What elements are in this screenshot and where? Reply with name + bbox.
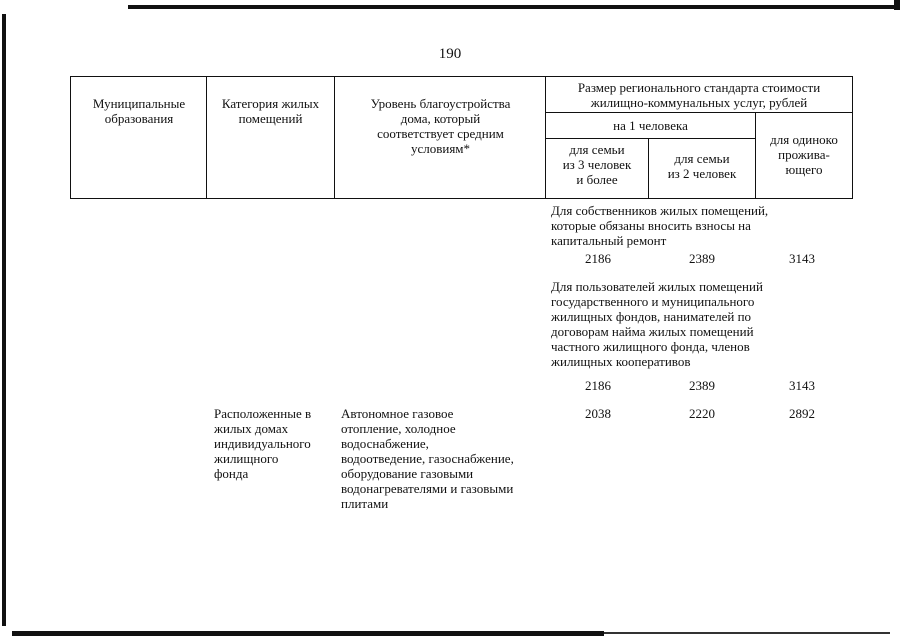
row-category-line: фонда [214, 466, 249, 481]
row-level-line: водонагревателями и газовыми [341, 481, 514, 496]
header-family3 [546, 142, 648, 187]
header-category [207, 96, 334, 126]
row-category [214, 406, 334, 481]
row-category-line: жилищного [214, 451, 279, 466]
header-single-line: для одиноко [770, 132, 838, 147]
header-single [756, 132, 852, 177]
header-municipal-line: Муниципальные [92, 96, 186, 111]
value-cell: 3143 [789, 378, 815, 393]
header-municipal-line: образования [104, 111, 174, 126]
header-category-line: помещений [238, 111, 303, 126]
scan-edge-top [128, 5, 894, 9]
header-level-line: условиям* [410, 141, 471, 156]
header-per-person: на 1 человека [613, 118, 688, 133]
group-label-line: капитальный ремонт [551, 233, 667, 248]
value-cell: 2892 [789, 406, 815, 421]
row-level-line: Автономное газовое [341, 406, 454, 421]
row-level-line: отопление, холодное [341, 421, 456, 436]
header-family2 [649, 151, 755, 181]
header-standard-line: Размер регионального стандарта стоимости [577, 80, 821, 95]
table-right-border [852, 76, 853, 199]
header-family2-line: из 2 человек [667, 166, 737, 181]
value-cell: 2186 [585, 251, 611, 266]
header-level [336, 96, 545, 156]
header-level-line: соответствует средним [377, 126, 504, 141]
scan-edge-bottom-thin [604, 632, 890, 634]
row-category-line: индивидуального [214, 436, 311, 451]
row-category-line: Расположенные в [214, 406, 312, 421]
col-divider-1 [206, 76, 207, 199]
group-label-line: Для пользователей жилых помещений [551, 279, 763, 294]
col-divider-2 [334, 76, 335, 199]
row-category-line: жилых домах [214, 421, 289, 436]
table-left-border [70, 76, 71, 199]
value-cell: 2038 [585, 406, 611, 421]
header-standard-line: жилищно-коммунальных услуг, рублей [590, 95, 808, 110]
header-level-line: дома, который [400, 111, 481, 126]
header-divider-per-person [545, 138, 755, 139]
group-owners-label [551, 203, 851, 248]
group-label-line: жилищных кооперативов [551, 354, 691, 369]
group-label-line: договорам найма жилых помещений [551, 324, 754, 339]
row-level-line: водоотведение, газоснабжение, [341, 451, 514, 466]
header-standard [546, 80, 852, 110]
value-cell: 2389 [689, 251, 715, 266]
group-label-line: частного жилищного фонда, членов [551, 339, 750, 354]
value-cell: 2389 [689, 378, 715, 393]
header-category-line: Категория жилых [221, 96, 320, 111]
header-bottom-border [70, 198, 852, 199]
header-family3-line: для семьи [569, 142, 625, 157]
header-family3-line: из 3 человек [562, 157, 632, 172]
value-cell: 3143 [789, 251, 815, 266]
value-cell: 2186 [585, 378, 611, 393]
value-cell: 2220 [689, 406, 715, 421]
group-label-line: которые обязаны вносить взносы на [551, 218, 751, 233]
header-single-line: ющего [785, 162, 823, 177]
row-level-line: плитами [341, 496, 389, 511]
row-level-line: оборудование газовыми [341, 466, 474, 481]
header-single-line: прожива- [778, 147, 830, 162]
group-tenants-label [551, 279, 851, 369]
page-number: 190 [438, 46, 462, 62]
group-label-line: государственного и муниципального [551, 294, 755, 309]
table-top-border [70, 76, 852, 77]
group-label-line: Для собственников жилых помещений, [551, 203, 769, 218]
scan-edge-left [2, 14, 6, 626]
row-level [341, 406, 546, 511]
group-label-line: жилищных фондов, нанимателей по [551, 309, 752, 324]
row-level-line: водоснабжение, [341, 436, 429, 451]
header-divider-standard [545, 112, 852, 113]
header-level-line: Уровень благоустройства [370, 96, 511, 111]
scan-edge-right [894, 0, 900, 10]
scan-edge-bottom [12, 631, 604, 636]
header-municipal [72, 96, 206, 126]
header-family3-line: и более [576, 172, 618, 187]
header-family2-line: для семьи [674, 151, 730, 166]
